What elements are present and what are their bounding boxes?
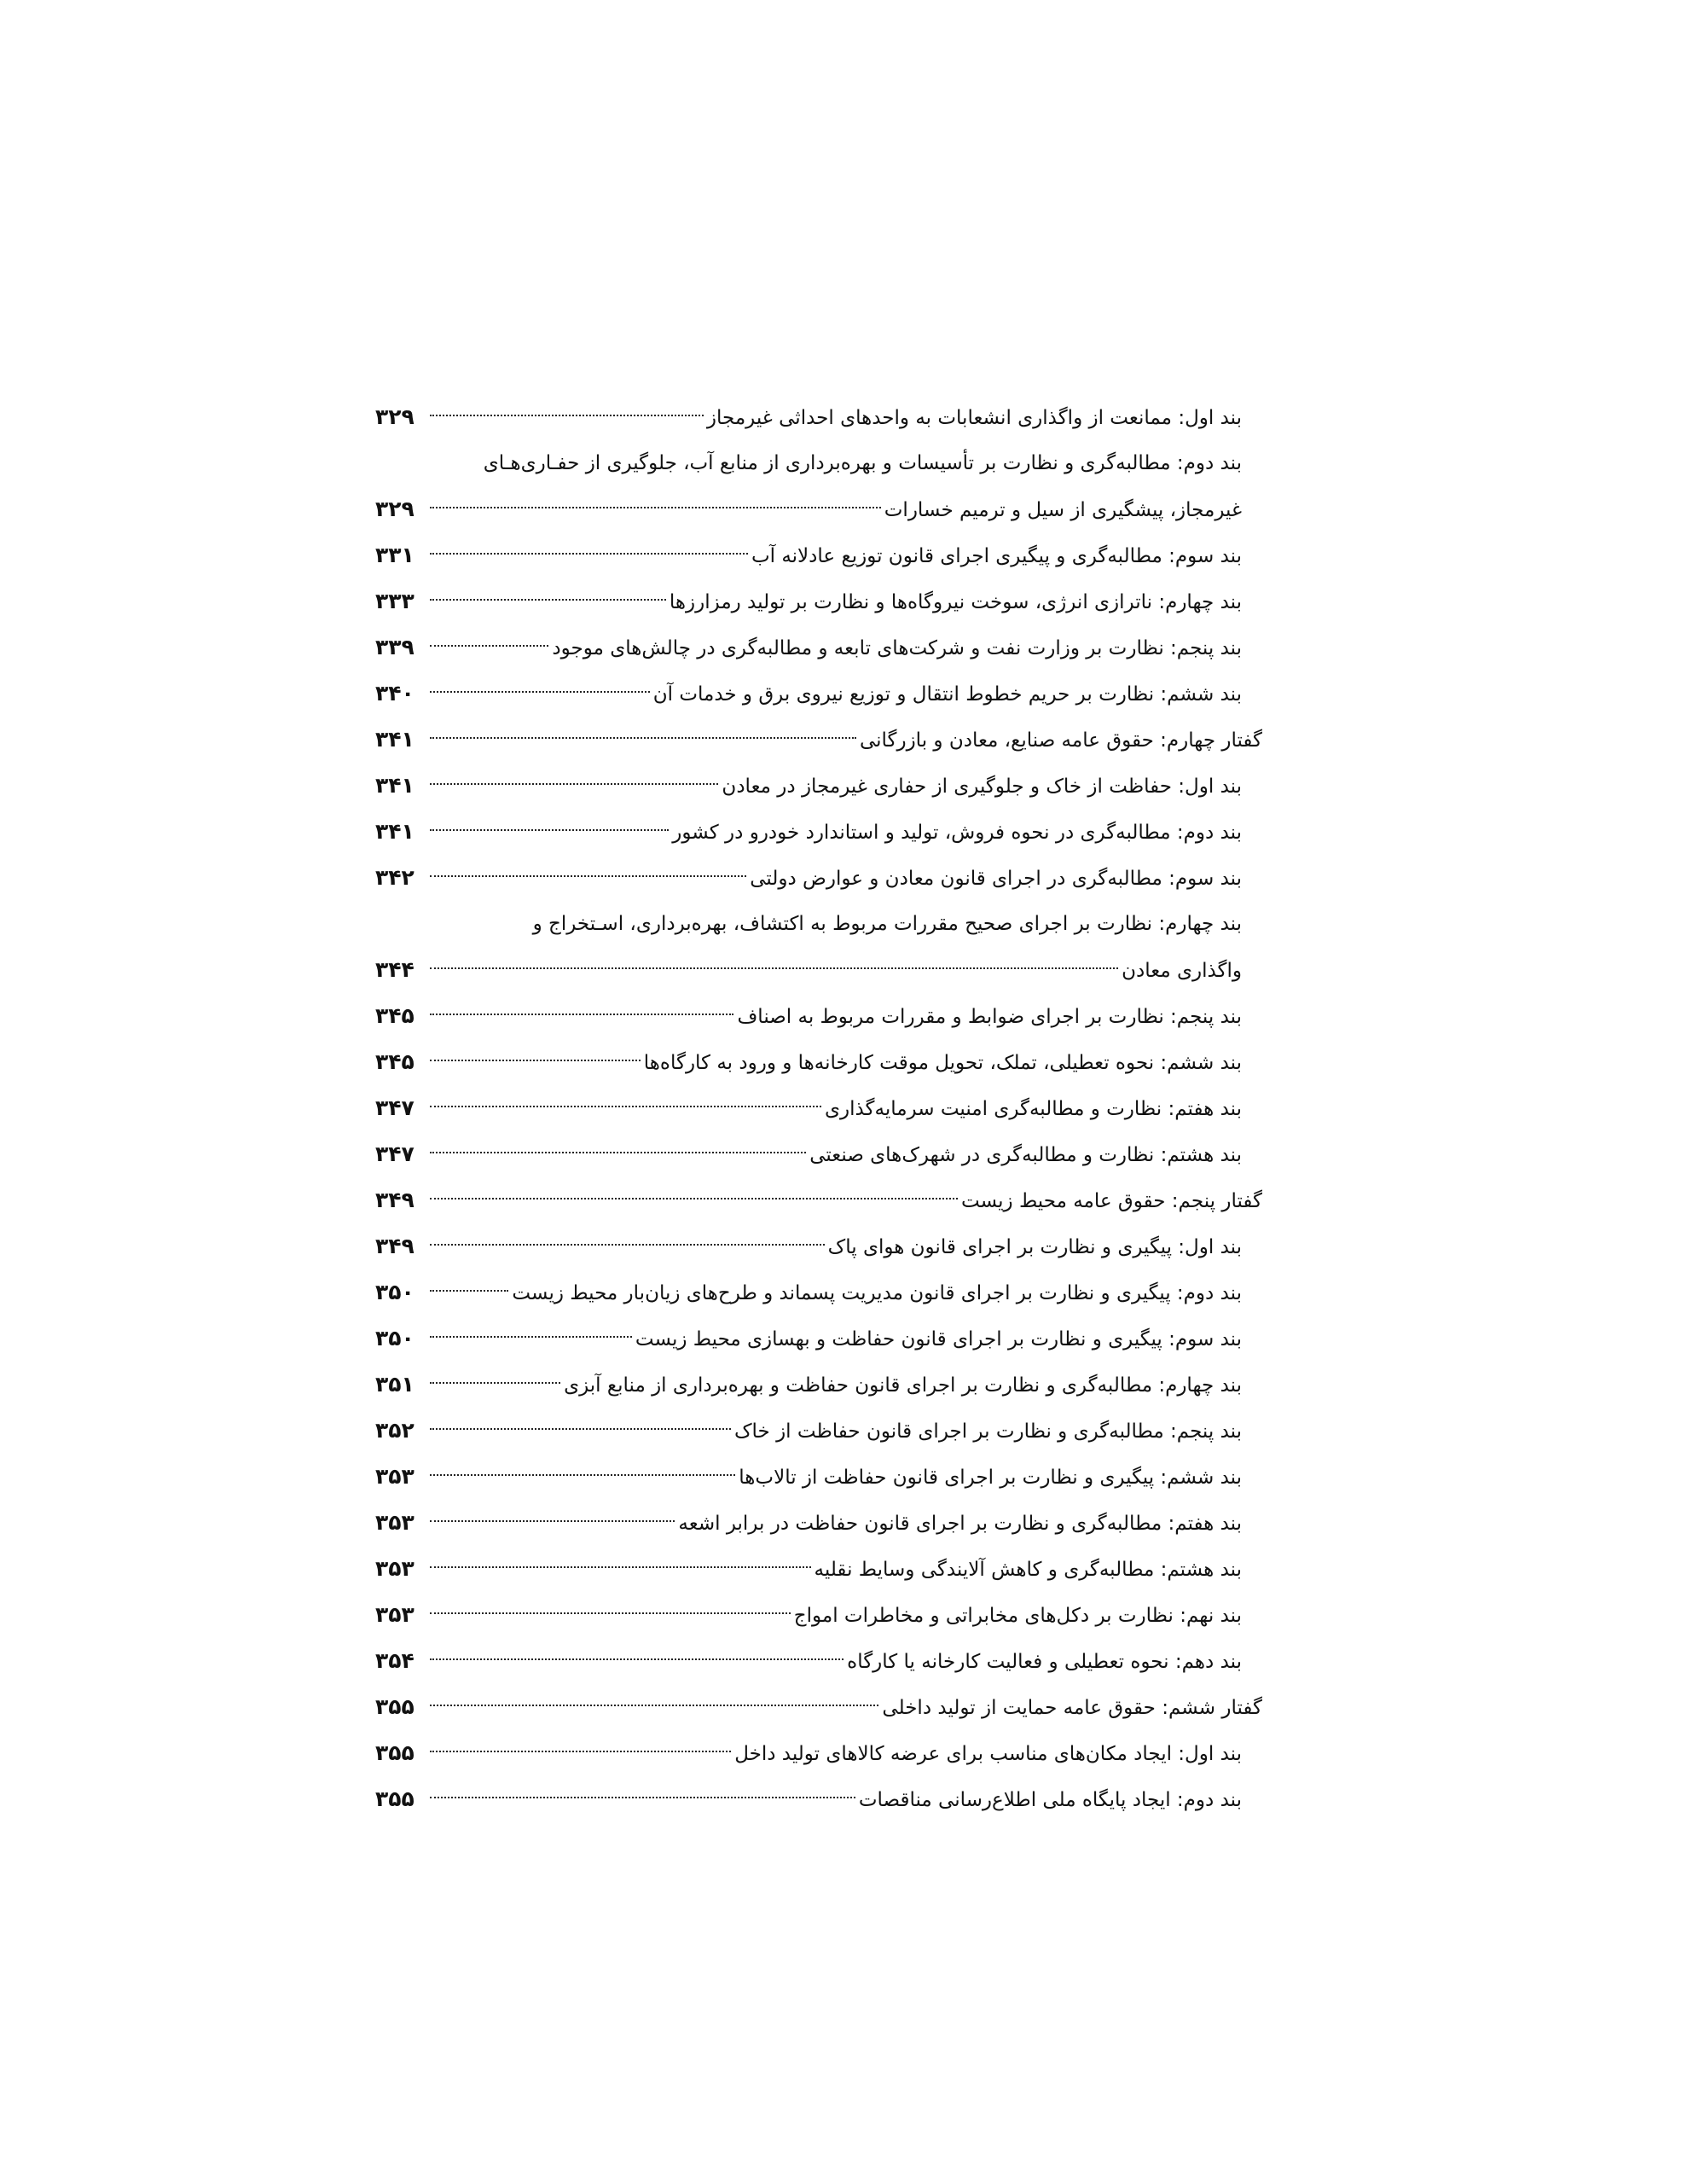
dot-leader [430,1797,855,1798]
toc-page-number: ۳۵۰ [375,1326,415,1350]
toc-entry[interactable] [375,671,1262,717]
toc-entry-title: بند دوم: ایجاد پایگاه ملی اطلاع‌رسانی مناقصات [858,1789,1242,1811]
toc-entry-title: بند ششم: پیگیری و نظارت بر اجرای قانون حفاظت از تالاب‌ها [739,1467,1242,1489]
toc-page-number: ۳۳۱ [375,543,415,567]
toc-entry-title: بند هشتم: مطالبه‌گری و کاهش آلایندگی وسایط نقلیه [814,1559,1242,1581]
toc-entry-title: بند دهم: نحوه تعطیلی و فعالیت کارخانه یا کارگاه [847,1651,1242,1673]
toc-entry[interactable] [375,947,1262,993]
toc-entry-title: بند ششم: نظارت بر حریم خطوط انتقال و توزیع نیروی برق و خدمات آن [652,683,1242,706]
toc-entry[interactable] [375,1500,1262,1546]
toc-entry-title: واگذاری معادن [1122,960,1242,982]
toc-entry[interactable] [375,1454,1262,1500]
toc-page-number: ۳۵۳ [375,1510,415,1535]
toc-entry-title: گفتار پنجم: حقوق عامه محیط زیست [961,1190,1262,1212]
toc-entry[interactable] [375,1546,1262,1592]
dot-leader [430,553,748,555]
toc-entry-title: بند نهم: نظارت بر دکل‌های مخابراتی و مخاطرات امواج [793,1605,1242,1627]
toc-entry[interactable] [375,1776,1262,1822]
toc-entry[interactable] [375,1316,1262,1362]
dot-leader [430,1428,731,1430]
toc-entry-title: بند هشتم: نظارت و مطالبه‌گری در شهرک‌های صنعتی [809,1144,1242,1166]
toc-entry[interactable] [375,1362,1262,1408]
toc-entry[interactable] [375,1408,1262,1454]
toc-entry-title: بند پنجم: نظارت بر وزارت نفت و شرکت‌های تابعه و مطالبه‌گری در چالش‌های موجود [552,637,1242,659]
toc-section-entry[interactable] [375,1177,1262,1223]
dot-leader [430,1612,791,1614]
dot-leader [430,1382,560,1384]
toc-section-entry[interactable] [375,717,1262,763]
toc-page-number: ۳۵۴ [375,1648,415,1673]
toc-entry[interactable] [375,1592,1262,1638]
dot-leader [430,645,548,647]
dot-leader [430,1060,641,1061]
toc-page-number: ۳۵۱ [375,1372,415,1397]
toc-entry-title: بند دوم: پیگیری و نظارت بر اجرای قانون مدیریت پسماند و طرح‌های زیان‌بار محیط زیست [512,1282,1242,1304]
toc-entry-title: بند اول: ممانعت از واگذاری انشعابات به واحدهای احداثی غیرمجاز [706,407,1242,429]
toc-entry-title: بند دوم: مطالبه‌گری و نظارت بر تأسیسات و بهره‌برداری از منابع آب، جلوگیری از حفـاری‌هـای [483,452,1242,474]
dot-leader [430,1705,878,1706]
toc-entry-title: بند اول: حفاظت از خاک و جلوگیری از حفاری غیرمجاز در معادن [722,775,1242,798]
dot-leader [430,1520,675,1522]
dot-leader [430,1290,508,1292]
dot-leader [430,415,704,416]
toc-entry[interactable] [375,532,1262,578]
toc-page-number: ۳۲۹ [375,404,415,429]
toc-page-number: ۳۵۰ [375,1280,415,1304]
toc-entry[interactable] [375,993,1262,1039]
toc-page-number: ۳۵۵ [375,1786,415,1811]
toc-page-number: ۳۴۹ [375,1188,415,1212]
toc-entry[interactable] [375,1223,1262,1269]
toc-entry-title: بند هفتم: نظارت و مطالبه‌گری امنیت سرمایه‌گذاری [824,1098,1242,1120]
dot-leader [430,691,650,693]
toc-page-number: ۳۳۹ [375,635,415,659]
toc-entry[interactable] [375,440,1262,486]
dot-leader [430,1106,821,1107]
toc-entry-title: بند چهارم: نظارت بر اجرای صحیح مقررات مربوط به اکتشاف، بهره‌برداری، اسـتخراج و [532,913,1242,935]
dot-leader [430,783,718,785]
toc-page-number: ۳۴۹ [375,1234,415,1258]
toc-page-number: ۳۵۳ [375,1556,415,1581]
toc-entry-title: بند سوم: مطالبه‌گری و پیگیری اجرای قانون توزیع عادلانه آب [751,545,1242,567]
toc-entry[interactable] [375,855,1262,901]
toc-entry-title: گفتار ششم: حقوق عامه حمایت از تولید داخلی [882,1697,1262,1719]
toc-entry-title: بند سوم: پیگیری و نظارت بر اجرای قانون حفاظت و بهسازی محیط زیست [635,1328,1242,1350]
dot-leader [430,829,669,831]
toc-entry[interactable] [375,578,1262,624]
toc-page-number: ۳۴۱ [375,727,415,752]
table-of-contents [375,394,1262,1822]
dot-leader [430,875,746,877]
toc-page-number: ۳۵۵ [375,1740,415,1765]
toc-entry-title: غیرمجاز، پیشگیری از سیل و ترمیم خسارات [884,499,1242,521]
dot-leader [430,507,881,508]
toc-page-number: ۳۴۱ [375,773,415,798]
toc-page-number: ۳۳۳ [375,589,415,613]
toc-entry[interactable] [375,809,1262,855]
toc-entry[interactable] [375,1039,1262,1085]
dot-leader [430,1244,825,1246]
toc-page-number: ۳۴۷ [375,1095,415,1120]
toc-page-number: ۳۴۵ [375,1003,415,1028]
dot-leader [430,1014,733,1015]
toc-entry-title: بند هفتم: مطالبه‌گری و نظارت بر اجرای قانون حفاظت در برابر اشعه [678,1513,1242,1535]
toc-page-number: ۳۵۳ [375,1602,415,1627]
toc-page-number: ۳۵۲ [375,1418,415,1443]
toc-entry[interactable] [375,1085,1262,1131]
toc-entry[interactable] [375,486,1262,532]
dot-leader [430,1336,632,1338]
toc-entry-title: بند اول: پیگیری و نظارت بر اجرای قانون هوای پاک [827,1236,1242,1258]
toc-entry-title: بند پنجم: نظارت بر اجرای ضوابط و مقررات مربوط به اصناف [737,1006,1242,1028]
toc-entry[interactable] [375,763,1262,809]
toc-section-entry[interactable] [375,1684,1262,1730]
dot-leader [430,1152,806,1153]
toc-entry[interactable] [375,1638,1262,1684]
toc-page-number: ۳۴۲ [375,865,415,890]
toc-entry-title: بند دوم: مطالبه‌گری در نحوه فروش، تولید و استاندارد خودرو در کشور [672,822,1242,844]
toc-entry[interactable] [375,394,1262,440]
toc-entry-title: بند چهارم: مطالبه‌گری و نظارت بر اجرای قانون حفاظت و بهره‌برداری از منابع آبزی [564,1374,1242,1397]
toc-entry-title: بند ششم: نحوه تعطیلی، تملک، تحویل موقت کارخانه‌ها و ورود به کارگاه‌ها [643,1052,1242,1074]
toc-entry[interactable] [375,1730,1262,1776]
dot-leader [430,599,666,601]
toc-entry-title: بند پنجم: مطالبه‌گری و نظارت بر اجرای قانون حفاظت از خاک [733,1420,1242,1443]
toc-entry[interactable] [375,624,1262,671]
toc-page-number: ۳۴۷ [375,1141,415,1166]
toc-entry-title: بند اول: ایجاد مکان‌های مناسب برای عرضه کالاهای تولید داخل [734,1743,1242,1765]
toc-entry[interactable] [375,1269,1262,1316]
toc-page-number: ۳۲۹ [375,497,415,521]
toc-entry[interactable] [375,901,1262,947]
dot-leader [430,737,856,739]
toc-page-number: ۳۴۰ [375,681,415,706]
toc-page-number: ۳۴۴ [375,957,415,982]
dot-leader [430,1566,811,1568]
toc-page-number: ۳۴۱ [375,819,415,844]
dot-leader [430,967,1118,969]
toc-entry-title: بند سوم: مطالبه‌گری در اجرای قانون معادن و عوارض دولتی [750,868,1242,890]
toc-page-number: ۳۵۵ [375,1694,415,1719]
toc-page-number: ۳۴۵ [375,1049,415,1074]
toc-entry-title: گفتار چهارم: حقوق عامه صنایع، معادن و بازرگانی [859,729,1262,752]
toc-page-number: ۳۵۳ [375,1464,415,1489]
toc-entry[interactable] [375,1131,1262,1177]
dot-leader [430,1751,731,1752]
dot-leader [430,1658,844,1660]
dot-leader [430,1198,958,1199]
toc-entry-title: بند چهارم: ناترازی انرژی، سوخت نیروگاه‌ها و نظارت بر تولید رمزارزها [669,591,1242,613]
dot-leader [430,1474,735,1476]
